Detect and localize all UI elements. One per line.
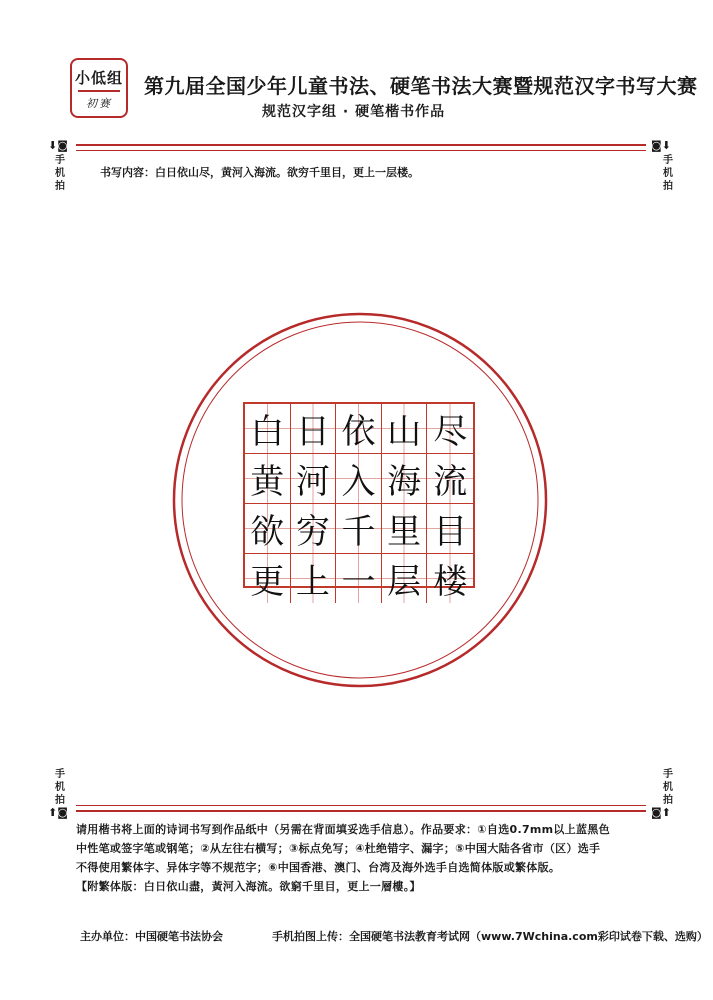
grid-cell: 目 bbox=[427, 504, 473, 554]
grid-cell: 楼 bbox=[427, 554, 473, 603]
writing-content-text: 白日依山尽，黄河入海流。欲穷千里目，更上一层楼。 bbox=[155, 166, 419, 179]
top-rule-1 bbox=[76, 144, 646, 146]
grid-cell: 日 bbox=[291, 404, 337, 454]
grid-cell: 欲 bbox=[245, 504, 291, 554]
character-grid bbox=[243, 402, 475, 602]
grid-cell: 层 bbox=[382, 554, 428, 603]
requirements-line: 不得使用繁体字、异体字等不规范字；⑥中国香港、澳门、台湾及海外选手自选简体版或繁体版。 bbox=[76, 861, 561, 874]
requirements-text bbox=[76, 820, 666, 896]
upload-text: 手机拍图上传：全国硬笔书法教育考试网（www.7Wchina.com彩印试卷下载、选购） bbox=[272, 930, 708, 943]
badge-round-label: 初赛 bbox=[86, 97, 112, 110]
grid-cell: 黄 bbox=[245, 454, 291, 504]
grid-cell: 入 bbox=[336, 454, 382, 504]
writing-content-label: 书写内容： bbox=[100, 166, 155, 179]
grid-cell: 尽 bbox=[427, 404, 473, 454]
camera-icon-top-right: ◙⬇ bbox=[651, 139, 671, 152]
grid-cell: 海 bbox=[382, 454, 428, 504]
grid-cell: 上 bbox=[291, 554, 337, 603]
grid-cell: 白 bbox=[245, 404, 291, 454]
bottom-rule-2 bbox=[76, 810, 646, 812]
requirements-line: 中性笔或签字笔或钢笔；②从左往右横写；③标点免写；④杜绝错字、漏字；⑤中国大陆各省市（区）选手 bbox=[76, 842, 601, 855]
camera-icon-bottom-right: ◙⬆ bbox=[651, 806, 671, 819]
grid-cell: 山 bbox=[382, 404, 428, 454]
badge-group-label: 小低组 bbox=[74, 69, 123, 87]
top-rule-2 bbox=[76, 150, 646, 151]
badge-divider bbox=[78, 90, 120, 92]
page-subtitle: 规范汉字组 · 硬笔楷书作品 bbox=[262, 104, 446, 120]
grid-cell: 里 bbox=[382, 504, 428, 554]
grid-cell: 穷 bbox=[291, 504, 337, 554]
camera-icon-top-left: ⬇◙ bbox=[48, 139, 68, 152]
grid-cell: 千 bbox=[336, 504, 382, 554]
grid-cell: 河 bbox=[291, 454, 337, 504]
requirements-line: 请用楷书将上面的诗词书写到作品纸中（另需在背面填妥选手信息）。作品要求：①自选0.7mm以上蓝黑色 bbox=[76, 823, 610, 836]
phone-photo-note-top-right: 手机拍 bbox=[663, 155, 673, 192]
grid-cell: 依 bbox=[336, 404, 382, 454]
writing-content bbox=[100, 164, 419, 180]
grid-cell: 更 bbox=[245, 554, 291, 603]
page-title: 第九届全国少年儿童书法、硬笔书法大赛暨规范汉字书写大赛 bbox=[144, 74, 698, 98]
organizer-text: 主办单位：中国硬笔书法协会 bbox=[80, 930, 223, 943]
camera-icon-bottom-left: ⬆◙ bbox=[48, 806, 68, 819]
group-badge bbox=[70, 58, 128, 118]
grid-cell: 流 bbox=[427, 454, 473, 504]
phone-photo-note-bottom-left: 手机拍 bbox=[55, 769, 65, 806]
phone-photo-note-bottom-right: 手机拍 bbox=[663, 769, 673, 806]
phone-photo-note-top-left: 手机拍 bbox=[55, 155, 65, 192]
traditional-version-line: 【附繁体版：白日依山盡，黃河入海流。欲窮千里目，更上一層樓。】 bbox=[76, 880, 421, 893]
bottom-rule-1 bbox=[76, 805, 646, 806]
grid-cell: 一 bbox=[336, 554, 382, 603]
